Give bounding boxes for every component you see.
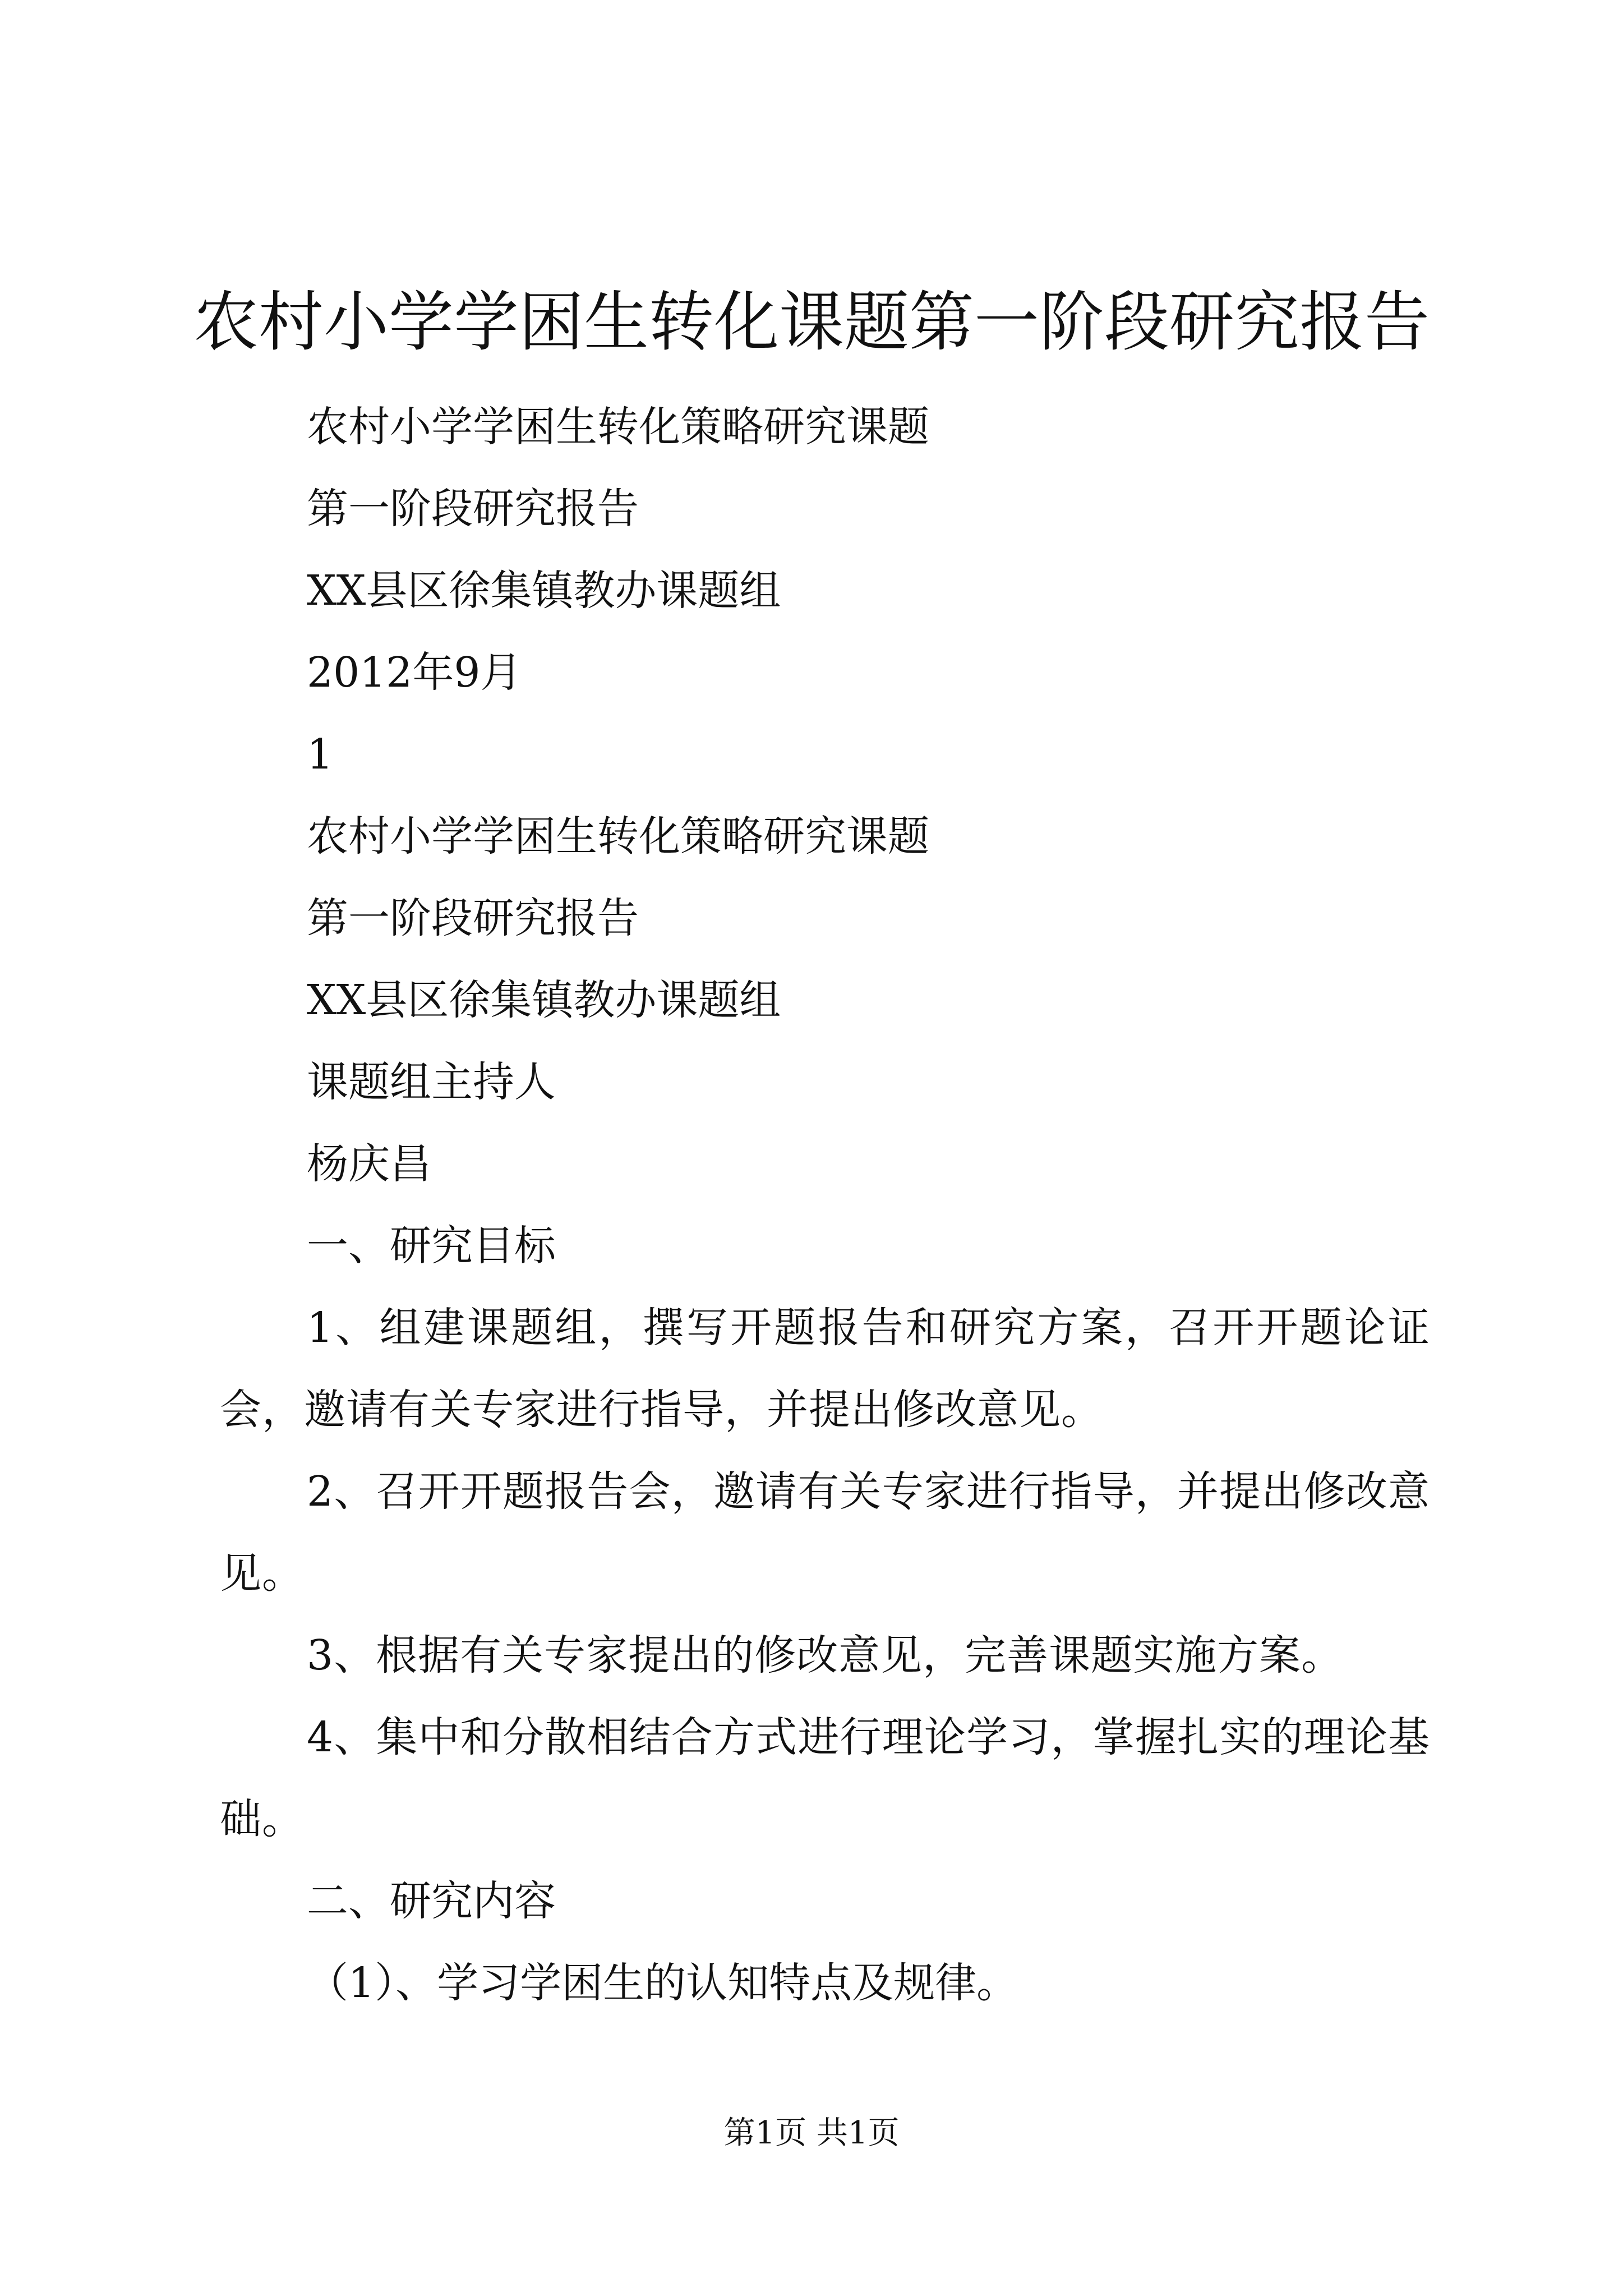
header-line: XX县区徐集镇教办课题组 (307, 567, 781, 615)
document-body (220, 386, 1430, 2024)
header-line: XX县区徐集镇教办课题组 (307, 976, 781, 1024)
header-line: 第一阶段研究报告 (307, 894, 639, 942)
header-line: 农村小学学困生转化策略研究课题 (307, 812, 929, 861)
section-heading: 二、研究内容 (307, 1877, 556, 1925)
header-line: 第一阶段研究报告 (307, 485, 639, 533)
document-title: 农村小学学困生转化课题第一阶段研究报告 (193, 284, 1430, 360)
header-line: 杨庆昌 (307, 1140, 431, 1188)
list-item: 1、组建课题组，撰写开题报告和研究方案，召开开题论证会，邀请有关专家进行指导，并提出修改意见。 (220, 1304, 1430, 1434)
list-item: 3、根据有关专家提出的修改意见，完善课题实施方案。 (307, 1631, 1344, 1680)
header-line: 农村小学学困生转化策略研究课题 (307, 403, 929, 451)
page-number-footer: 第1页 共1页 (723, 2115, 900, 2151)
list-item: （1）、学习学困生的认知特点及规律。 (307, 1959, 1018, 2007)
section-heading: 一、研究目标 (307, 1222, 556, 1270)
header-line: 课题组主持人 (307, 1058, 556, 1106)
list-item: 4、集中和分散相结合方式进行理论学习，掌握扎实的理论基础。 (220, 1713, 1430, 1843)
header-line: 1 (307, 730, 334, 779)
header-line: 2012年9月 (307, 648, 522, 697)
list-item: 2、召开开题报告会，邀请有关专家进行指导，并提出修改意见。 (220, 1467, 1430, 1598)
